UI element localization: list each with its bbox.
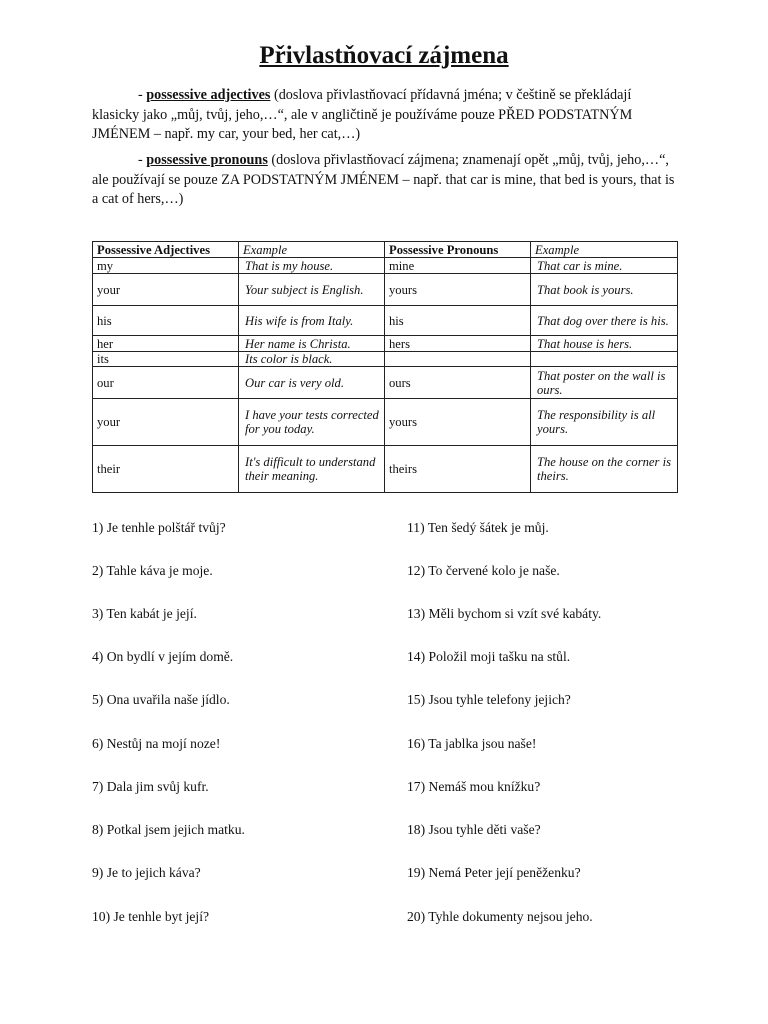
intro-text: (doslova přivlastňovací zájmena; znamenají opět „můj, tvůj, jeho,…“, ale používají se pouze ZA PODSTATNÝM JMÉNEM – např. that car is mine, that bed is yours, that is a cat of hers,…) [92,152,675,207]
pronoun-cell: hers [385,336,531,352]
exercise-item: 16) Ta jablka jsou naše! [407,736,537,751]
exercise-item: 10) Je tenhle byt její? [92,909,210,924]
adjective-cell: our [93,367,239,399]
pronoun-cell: theirs [385,446,531,493]
exercise-item: 13) Měli bychom si vzít své kabáty. [407,606,602,621]
exercise-item: 7) Dala jim svůj kufr. [92,779,209,794]
pronoun-example-cell: That dog over there is his. [531,306,678,336]
exercise-item: 20) Tyhle dokumenty nejsou jeho. [407,909,593,924]
intro-dash: - [138,87,147,103]
table-row [93,399,678,446]
header-example: Example [239,242,385,258]
intro-dash: - [138,152,147,168]
adjective-example-cell: Its color is black. [239,352,385,367]
pronoun-example-cell [531,352,678,367]
exercise-item: 17) Nemáš mou knížku? [407,779,541,794]
pronoun-cell [385,352,531,367]
exercise-item: 8) Potkal jsem jejich matku. [92,822,245,837]
pronoun-cell: ours [385,367,531,399]
pronoun-table [92,241,678,493]
intro-possessive-adjectives [92,86,676,145]
term-possessive-pronouns: possessive pronouns [146,152,268,168]
header-example: Example [531,242,678,258]
intro-text: (doslova přivlastňovací přídavná jména; v češtině se překládají klasicky jako „můj, tvůj, jeho,…“, ale v angličtině je používáme pouze PŘED PODSTATNÝM JMÉNEM – např. my car, your bed, her cat,…) [92,87,633,142]
table-row [93,258,678,274]
header-possessive-adjectives: Possessive Adjectives [93,242,239,258]
adjective-example-cell: That is my house. [239,258,385,274]
table-row [93,306,678,336]
exercise-item: 6) Nestůj na mojí noze! [92,736,221,751]
adjective-example-cell: Her name is Christa. [239,336,385,352]
exercise-item: 1) Je tenhle polštář tvůj? [92,520,226,535]
exercise-item: 15) Jsou tyhle telefony jejich? [407,692,571,707]
header-possessive-pronouns: Possessive Pronouns [385,242,531,258]
adjective-cell: his [93,306,239,336]
exercise-item: 4) On bydlí v jejím domě. [92,649,234,664]
pronoun-example-cell: That book is yours. [531,274,678,306]
table-row [93,446,678,493]
term-possessive-adjectives: possessive adjectives [146,87,271,103]
exercise-item: 3) Ten kabát je její. [92,606,197,621]
table-row [93,352,678,367]
adjective-example-cell: Your subject is English. [239,274,385,306]
exercise-item: 12) To červené kolo je naše. [407,563,560,578]
exercise-item: 2) Tahle káva je moje. [92,563,213,578]
exercise-item: 14) Položil moji tašku na stůl. [407,649,571,664]
exercise-item: 19) Nemá Peter její peněženku? [407,865,581,880]
adjective-example-cell: I have your tests corrected for you today. [239,399,385,446]
exercise-item: 18) Jsou tyhle děti vaše? [407,822,541,837]
intro-possessive-pronouns [92,151,676,210]
pronoun-cell: his [385,306,531,336]
adjective-example-cell: His wife is from Italy. [239,306,385,336]
pronoun-cell: yours [385,399,531,446]
exercise-item: 11) Ten šedý šátek je můj. [407,520,549,535]
adjective-cell: her [93,336,239,352]
table-header-row [93,242,678,258]
table-row [93,336,678,352]
adjective-cell: their [93,446,239,493]
adjective-cell: your [93,274,239,306]
adjective-cell: your [93,399,239,446]
exercise-item: 5) Ona uvařila naše jídlo. [92,692,230,707]
pronoun-example-cell: The house on the corner is theirs. [531,446,678,493]
pronoun-cell: mine [385,258,531,274]
table-row [93,274,678,306]
page-title: Přivlastňovací zájmena [259,42,509,69]
pronoun-cell: yours [385,274,531,306]
adjective-cell: my [93,258,239,274]
adjective-example-cell: Our car is very old. [239,367,385,399]
pronoun-example-cell: That house is hers. [531,336,678,352]
pronoun-example-cell: The responsibility is all yours. [531,399,678,446]
exercise-item: 9) Je to jejich káva? [92,865,201,880]
table-row [93,367,678,399]
adjective-cell: its [93,352,239,367]
pronoun-example-cell: That car is mine. [531,258,678,274]
pronoun-example-cell: That poster on the wall is ours. [531,367,678,399]
adjective-example-cell: It's difficult to understand their meaning. [239,446,385,493]
